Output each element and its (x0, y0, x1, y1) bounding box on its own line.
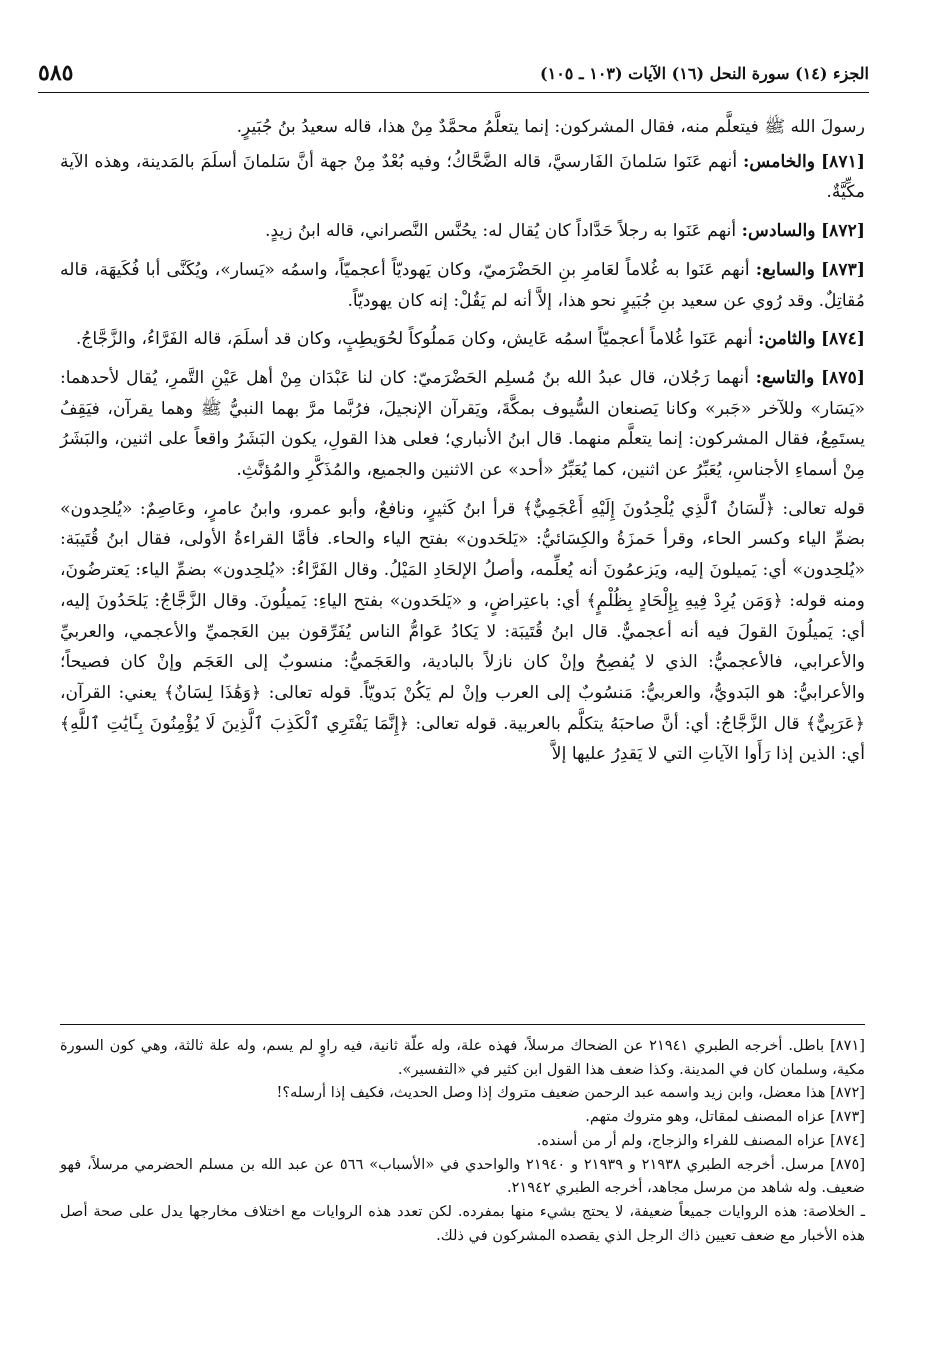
paragraph-text: أنهما رَجُلان، قال عبدُ الله بنُ مُسلِم الحَضْرَميّ: كان لنا عَبْدَان مِنْ أهل عَيْنِ التَّمرِ، يُقال لأحدهما: «يَسَار» وللآخر «جَبر» وكانا يَصنعان السُّيوف بمكَّةَ، ويَقرآن الإنجيلَ، فرُبَّما مرَّ بهما النبيُّ ﷺ وهما يقرآن، فيَقِفُ يستَمِعُ، فقال المشركون: إنما يتعلَّم منهما. قال ابنُ الأنباري؛ فعلى هذا القولِ، يكون البَشَرُ واقعاً على اثنين، والبَشَرُ مِنْ أسماءِ الأجناسِ، يُعَبِّرُ عن اثنين، كما يُعَبِّرُ «أحد» عن الاثنين والجميع، والمُذَكَّرِ والمُؤنَّثِ. (60, 367, 865, 481)
entry-number: [٨٧١] (821, 151, 865, 172)
entry-number: [٨٧٣] (821, 259, 866, 280)
paragraph-commentary: قوله تعالى: ﴿لِّسَانُ ٱلَّذِي يُلْحِدُونَ إِلَيْهِ أَعْجَمِيٌّ﴾ قرأ ابنُ كَثيرٍ، ونافعٌ، وأبو عمرو، وابنُ عامرٍ، وعَاصِمٌ: «يُلحِدون» بضمِّ الياء وكسر الحاء، وقرأ حَمزَةُ والكِسَائيُّ: «يَلحَدون» بفتح الياء والحاء. فأمَّا القراءةُ الأولى، فقال ابنُ قُتَيبَة: «يُلحِدون» أي: يَميلونَ إليه، ويَزعمُونَ أنه يُعلِّمه، وأصلُ الإلحَادِ المَيْلُ. وقال الفَرَّاءُ: «يُلحِدون» بضمِّ الياء: يَعترضُونَ، ومنه قوله: ﴿وَمَن يُرِدْ فِيهِ بِإِلْحَادٍ بِظُلْمٍ﴾ أي: باعتِراضٍ، و «يَلحَدون» بفتح الياءِ: يَميلُونَ. وقال الزَّجَّاجُ: يَلحَدُونَ إليه، أي: يَميلُونَ القولَ فيه أنه أعجميٌّ. قال ابنُ قُتَيبَة: لا يَكادُ عَوامُّ الناس يُفَرِّقون بين العَجميِّ والأعجمي، والعربيِّ والأعرابي، فالأعجميُّ: الذي لا يُفصِحُ وإنْ كان نازلاً بالبادية، والعَجَميُّ: منسوبٌ إلى العَجَم وإنْ كان فصيحاً؛ والأعرابيُّ: هو البَدويُّ، والعربيُّ: مَنسُوبٌ إلى العرب وإنْ لم يَكُنْ بَدويّاً. قوله تعالى: ﴿وَهَٰذَا لِسَانٌ﴾ يعني: القرآن، ﴿عَرَبِيٌّ﴾ قال الزَّجَّاجُ: أي: أنَّ صاحبَهُ يتكلَّم بالعربية. قوله تعالى: ﴿إِنَّمَا يَفْتَرِي ٱلْكَذِبَ ٱلَّذِينَ لَا يُؤْمِنُونَ بِـَٔايَٰتِ ٱللَّهِ﴾ أي: الذين إذا رَأَوا الآياتِ التي لا يَقدِرُ عليها إلاَّ (60, 498, 865, 765)
paragraph-872 (60, 216, 865, 247)
paragraph-text: أنهم عَنَوا به غُلاماً لعَامرِ بنِ الحَضْرَميّ، وكان يَهوديّاً أعجميّاً، واسمُه «يَسار»، ويُكَنَّى أبا فُكَيهَة، قاله مُقاتِلٌ. وقد رُوي عن سعيد بنِ جُبَيرٍ نحو هذا، إلاَّ أنه لم يَقُلْ: إنه كان يهوديّاً. (60, 259, 865, 311)
paragraph-continuation: رسولَ الله ﷺ فيتعلَّم منه، فقال المشركون: إنما يتعلَّمُ محمَّدٌ مِنْ هذا، قاله سعيدُ بنُ جُبَيرٍ. (236, 117, 865, 137)
footnotes (60, 1034, 865, 1247)
footnote-873: [٨٧٣] عزاه المصنف لمقاتل، وهو متروك متهم. (585, 1108, 865, 1126)
paragraph-text: أنهم عَنَوا سَلمانَ الفَارسيَّ، قاله الضَّحَّاكُ؛ وفيه بُعْدٌ مِنْ جهة أنَّ سَلمانَ أسلَمَ بالمَدينة، وهذه الآية مكِّيَّةٌ. (60, 151, 865, 203)
running-head: الجزء (١٤) سورة النحل (١٦) الآيات (١٠٣ ـ ١٠٥) (540, 63, 869, 83)
entry-number: [٨٧٥] (821, 367, 865, 388)
paragraph-875 (60, 363, 865, 486)
main-text (60, 112, 865, 778)
page-header (38, 58, 869, 88)
footnote-875: [٨٧٥] مرسل. أخرجه الطبري ٢١٩٣٨ و ٢١٩٣٩ و ٢١٩٤٠ والواحدي في «الأسباب» ٥٦٦ عن عبد الله بن مسلم الحضرمي مرسلاً، فهو ضعيف. وله شاهد من مرسل مجاهد، أخرجه الطبري ٢١٩٤٢. (60, 1155, 866, 1197)
footnote-874: [٨٧٤] عزاه المصنف للفراء والزجاج، ولم أر من أسنده. (536, 1131, 865, 1149)
footnote-871: [٨٧١] باطل. أخرجه الطبري ٢١٩٤١ عن الضحاك مرسلاً، فهذه علة، وله علّة ثانية، فيه راوٍ لم يسم، وله علة ثالثة، وهي كون السورة مكية، وسلمان كان في المدينة. وكذا ضعف هذا القول ابن كثير في «التفسير». (60, 1037, 865, 1078)
paragraph-874 (60, 324, 865, 355)
opinion-label: والخامس: (743, 151, 816, 172)
footnote-summary: ـ الخلاصة: هذه الروايات جميعاً ضعيفة، لا يحتج بشيء منها بمفرده. لكن تعدد هذه الروايات مع اختلاف مخارجها يدل على صحة أصل هذه الأخبار مع ضعف تعيين ذاك الرجل الذي يقصده المشركون في ذلك. (60, 1202, 865, 1244)
paragraph-871 (60, 147, 865, 208)
page-number: ٥٨٥ (38, 60, 74, 86)
footnote-rule (60, 1024, 865, 1025)
entry-number: [٨٧٤] (821, 329, 865, 350)
paragraph-text: أنهم عَنَوا غُلاماً أعجميّاً اسمُه عَايش، وكان مَملُوكاً لحُوَيطِبٍ، وكان قد أسلَمَ، قاله الفَرَّاءُ، والزَّجَّاجُ. (75, 329, 753, 350)
paragraph-text: أنهم عَنَوا به رجلاً حَدَّاداً كان يُقال له: يحُنَّس النَّصراني، قاله ابنُ زيدٍ. (264, 221, 737, 242)
opinion-label: والسابع: (755, 259, 815, 280)
paragraph-873 (60, 255, 865, 316)
opinion-label: والثامن: (758, 329, 816, 350)
header-rule (38, 92, 869, 93)
footnote-872: [٨٧٢] هذا معضل، وابن زيد واسمه عبد الرحمن ضعيف متروك إذا وصل الحديث، فكيف إذا أرسله؟! (276, 1084, 865, 1102)
opinion-label: والتاسع: (755, 367, 815, 388)
entry-number: [٨٧٢] (821, 221, 865, 242)
opinion-label: والسادس: (741, 221, 816, 242)
